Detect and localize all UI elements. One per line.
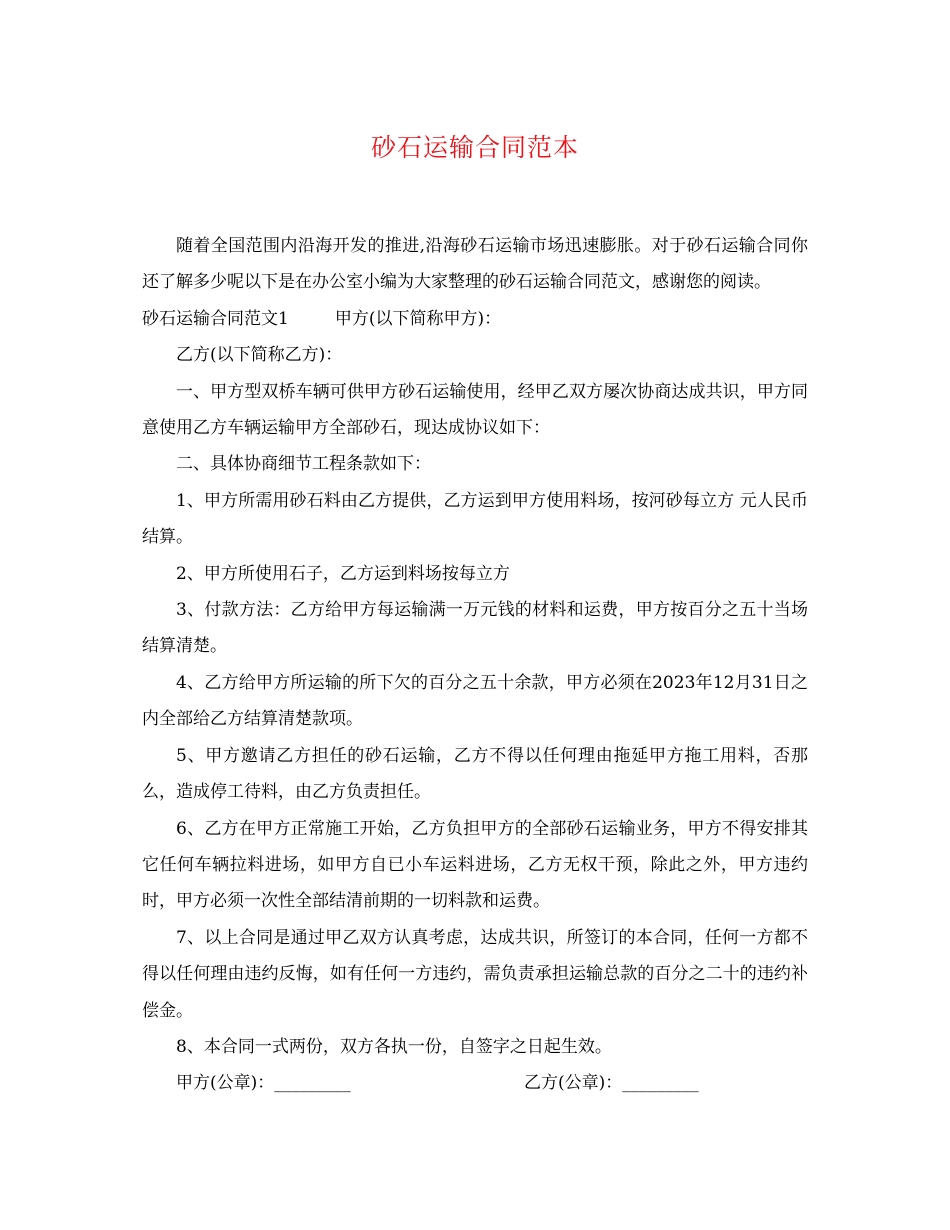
item-5: 5、甲方邀请乙方担任的砂石运输，乙方不得以任何理由拖延甲方拖工用料，否那么，造成停工待料，由乙方负责担任。 — [142, 745, 808, 803]
party-b-seal-line: 乙方(公章)：_________ — [524, 1073, 699, 1094]
sample-heading-line — [142, 301, 808, 337]
document-title: 砂石运输合同范本 — [370, 133, 579, 162]
document-body — [142, 228, 808, 1102]
item-4: 4、乙方给甲方所运输的所下欠的百分之五十余款，甲方必须在2023年12月31日之内全部给乙方结算清楚款项。 — [142, 672, 808, 730]
item-2: 2、甲方所使用石子，乙方运到料场按每立方 — [176, 563, 510, 584]
item-6: 6、乙方在甲方正常施工开始，乙方负担甲方的全部砂石运输业务，甲方不得安排其它任何车辆拉料进场，如甲方自已小车运料进场，乙方无权干预，除此之外，甲方违约时，甲方必须一次性全部结清前期的一切料款和运费。 — [142, 818, 808, 912]
party-a-line: 甲方(以下简称甲方)： — [334, 308, 502, 329]
party-b-line: 乙方(以下简称乙方)： — [176, 345, 343, 366]
intro-paragraph: 随着全国范围内沿海开发的推进,沿海砂石运输市场迅速膨胀。对于砂石运输合同你还了解多少呢以下是在办公室小编为大家整理的砂石运输合同范文，感谢您的阅读。 — [142, 236, 808, 293]
item-7: 7、以上合同是通过甲乙双方认真考虑，达成共识，所签订的本合同，任何一方都不得以任何理由违约反悔，如有任何一方违约，需负责承担运输总款的百分之二十的违约补偿金。 — [142, 927, 808, 1021]
party-a-seal-line: 甲方(公章)：_________ — [176, 1073, 351, 1094]
signature-row — [142, 1065, 808, 1101]
clause-1: 一、甲方型双桥车辆可供甲方砂石运输使用，经甲乙双方屡次协商达成共识，甲方同意使用乙方车辆运输甲方全部砂石，现达成协议如下： — [142, 381, 808, 439]
clause-2: 二、具体协商细节工程条款如下： — [176, 454, 431, 475]
item-3: 3、付款方法：乙方给甲方每运输满一万元钱的材料和运费，甲方按百分之五十当场结算清楚。 — [142, 600, 808, 657]
sample-heading: 砂石运输合同范文1 — [142, 308, 289, 329]
item-1: 1、甲方所需用砂石料由乙方提供，乙方运到甲方使用料场，按河砂每立方 元人民币结算。 — [142, 490, 808, 548]
item-8: 8、本合同一式两份，双方各执一份，自签字之日起生效。 — [176, 1036, 612, 1057]
